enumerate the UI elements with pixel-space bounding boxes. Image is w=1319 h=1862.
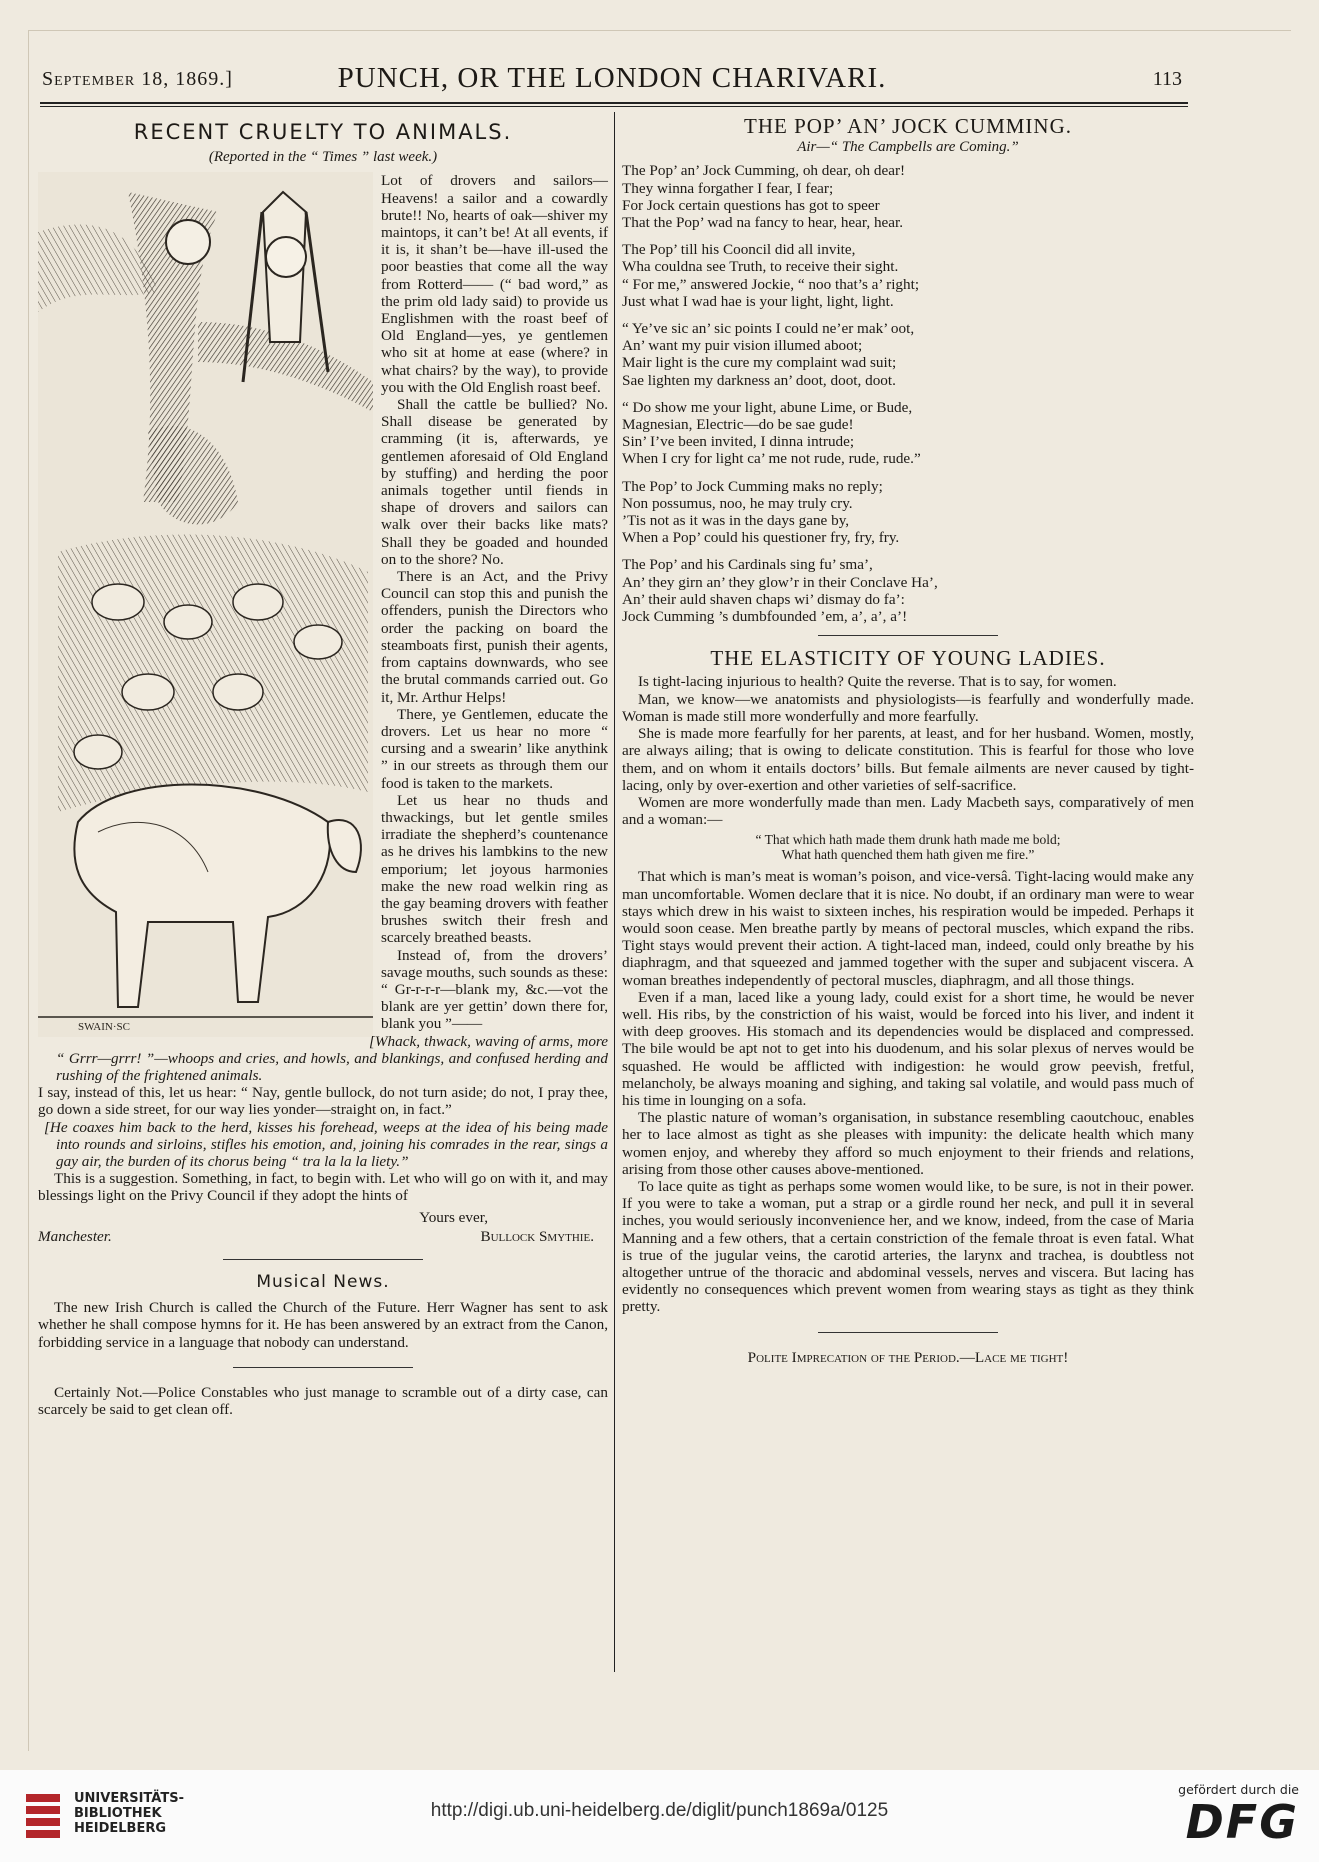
header-rule-thin xyxy=(40,106,1188,107)
poem-line: The Pop’ to Jock Cumming maks no reply; xyxy=(622,477,883,495)
section-separator-2 xyxy=(233,1367,413,1368)
article-title-musical: Musical News. xyxy=(256,1272,390,1292)
paragraph-3: There is an Act, and the Privy Council can stop this and punish the offenders, punish the Directors who order the packing on board the steamboats first, punish their agents, from captains downwards, who see the brutal commands carried out. Go it, Mr. Arthur Helps! xyxy=(381,568,608,706)
poem-stanza xyxy=(622,241,1194,310)
article-title-cruelty: RECENT CRUELTY TO ANIMALS. xyxy=(133,120,513,144)
stage-direction-2: [He coaxes him back to the herd, kisses his forehead, weeps at the idea of his being made into rounds and sirloins, stifles his emotion, and, joining his comrades in the rear, sings a gay air, the burden of its chorus being “ tra la la la liety.” xyxy=(44,1118,608,1170)
section-separator xyxy=(223,1259,423,1260)
running-header xyxy=(42,62,1182,98)
funded-by-label: gefördert durch die xyxy=(1178,1782,1299,1797)
poem-line: The Pop’ till his Cooncil did all invite, xyxy=(622,241,856,259)
header-title: PUNCH, OR THE LONDON CHARIVARI. xyxy=(337,62,887,94)
poem-line: Magnesian, Electric—do be sae gude! xyxy=(622,416,854,434)
header-date: September 18, 1869.] xyxy=(42,68,233,90)
poem-body xyxy=(622,162,1194,625)
engraving-image xyxy=(38,172,373,1037)
poem-line: “ For me,” answered Jockie, “ noo that’s a’ right; xyxy=(622,275,920,293)
poem-stanza xyxy=(622,320,1194,389)
paragraph-4: There, ye Gentlemen, educate the drovers. Let us hear no more “ cursing and a swearin’ like anythink ” in our streets as through them our food is taken to the markets. xyxy=(381,705,608,792)
place-name: Manchester. xyxy=(38,1227,112,1245)
poem-line: “ Ye’ve sic an’ sic points I could ne’er mak’ oot, xyxy=(622,320,915,338)
paragraph-1: Lot of drovers and sailors—Heavens! a sailor and a cowardly brute!! No, hearts of oak—shiver my maintops, it can’t be! At all events, if it is, it shan’t be—have ill-used the poor beasties that come all the way from Rotterd—— (“ bad word,” as the prim old lady said) to provide us Englishmen with the roast beef of Old England—yes, ye gentlemen who sit at home at ease (where? in what chairs? by the way), to provide you with the Old English roast beef. xyxy=(381,172,608,396)
paragraph-2: Shall the cattle be bullied? No. Shall disease be generated by cramming (it is, afterwards, ye gentlemen aforesaid of Old England by stuffing) and herding the poor animals together until fiends in shape of drovers and sailors can walk over their backs like mats? Shall they be goaded and hounded on to the shore? No. xyxy=(381,396,608,568)
paragraph-6: Instead of, from the drovers’ savage mouths, such sounds as these: “ Gr-r-r-r—blank my, &c.—vot the blank are yer gettin’ down there for, blank you ”—— xyxy=(381,946,608,1033)
author-signature: Bullock Smythie. xyxy=(480,1227,594,1245)
illustration-cattle-drovers xyxy=(38,172,373,1037)
stage-direction-1: [Whack, thwack, waving of arms, more “ Grrr—grrr! ”—whoops and cries, and howls, and blankings, and confused herding and rushing of the frightened animals. xyxy=(56,1032,608,1084)
polite-imprecation: Polite Imprecation of the Period.—Lace me tight! xyxy=(747,1348,1069,1366)
poem-title: THE POP’ AN’ JOCK CUMMING. xyxy=(744,114,1072,138)
poem-line: Wha couldna see Truth, to receive their sight. xyxy=(622,258,899,276)
article-subtitle: (Reported in the “ Times ” last week.) xyxy=(208,149,438,166)
column-divider xyxy=(614,112,615,1672)
poem-line: Non possumus, noo, he may truly cry. xyxy=(622,494,853,512)
section-separator-4 xyxy=(818,1332,998,1333)
library-name-line: HEIDELBERG xyxy=(74,1821,167,1836)
poem-stanza xyxy=(622,399,1194,468)
dfg-wordmark: DFG xyxy=(1185,1795,1299,1849)
paragraph-5: Let us hear no thuds and thwackings, but let gentle smiles irradiate the shepherd’s countenance as he drives his lambkins to the new emporium; let joyous harmonies make the new road welkin ring as the gay beaming drovers with feather brushes switch their fresh and scarcely breathed beasts. xyxy=(381,791,608,947)
page-number: 113 xyxy=(1152,68,1182,90)
poem-line: When a Pop’ could his questioner fry, fry, fry. xyxy=(622,529,900,547)
elasticity-paragraph-6: Even if a man, laced like a young lady, could exist for a short time, he would be never well. His ribs, by the constriction of his waist, would be forced into his liver, and indent it with deep grooves. His stomach and its dependencies would be displaced and compressed. The bile would be apt not to get into his duodenum, and his solar plexus of nerves would be squashed. He would be afflicted with indigestion: he would grow peevish, fretful, melancholy, be always moaning and sighing, and taking sal volatile, and would pass much of his time in lounging on a sofa. xyxy=(622,988,1194,1109)
elasticity-paragraph-2: Man, we know—we anatomists and physiologists—is fearfully and wonderfully made. Woman is made still more wonderfully and more fearfully. xyxy=(622,690,1194,725)
permalink-url[interactable]: http://digi.ub.uni-heidelberg.de/diglit/punch1869a/0125 xyxy=(430,1800,889,1821)
elasticity-paragraph-1: Is tight-lacing injurious to health? Quite the reverse. That is to say, for women. xyxy=(638,673,1117,691)
poem-line: Sin’ I’ve been invited, I dinna intrude; xyxy=(622,433,855,451)
poem-line: Just what I wad hae is your light, light, light. xyxy=(622,292,894,310)
library-name-line: UNIVERSITÄTS- xyxy=(74,1791,184,1806)
valediction: Yours ever, xyxy=(419,1208,488,1226)
poem-air: Air—“ The Campbells are Coming.” xyxy=(797,139,1019,156)
poem-line: ’Tis not as it was in the days gane by, xyxy=(622,512,850,530)
poem-line: An’ want my puir vision illumed aboot; xyxy=(622,337,863,355)
poem-line: Jock Cumming ’s dumbfounded ’em, a’, a’, a’! xyxy=(622,608,908,626)
elasticity-paragraph-4: Women are more wonderfully made than men. Lady Macbeth says, comparatively of men and a woman:— xyxy=(622,793,1194,829)
quote-line: What hath quenched them hath given me fire.” xyxy=(781,847,1035,863)
poem-line: When I cry for light ca’ me not rude, rude, rude.” xyxy=(622,450,921,468)
section-separator-3 xyxy=(818,635,998,636)
paragraph-8: This is a suggestion. Something, in fact, to begin with. Let who will go on with it, and may blessings light on the Privy Council if they adopt the hints of xyxy=(38,1170,608,1205)
poem-line: The Pop’ and his Cardinals sing fu’ sma’, xyxy=(622,556,873,574)
musical-news-text: The new Irish Church is called the Church of the Future. Herr Wagner has sent to ask whether he shall compose hymns for it. He has been answered by an extract from the Canon, forbidding service in a language that nobody can understand. xyxy=(38,1299,608,1351)
poem-line: An’ they girn an’ they glow’r in their Conclave Ha’, xyxy=(622,573,938,591)
poem-line: Mair light is the cure my complaint wad suit; xyxy=(622,354,897,372)
header-rule xyxy=(40,102,1188,104)
article-title-elasticity: THE ELASTICITY OF YOUNG LADIES. xyxy=(710,646,1106,671)
right-column xyxy=(622,114,1194,1366)
certainly-not-text: Certainly Not.—Police Constables who just manage to scramble out of a dirty case, can scarcely be said to get clean off. xyxy=(38,1383,608,1419)
poem-line: “ Do show me your light, abune Lime, or Bude, xyxy=(622,398,913,416)
dfg-logo xyxy=(1178,1782,1299,1847)
macbeth-quote xyxy=(622,832,1194,862)
poem-line: They winna forgather I fear, I fear; xyxy=(622,179,834,197)
elasticity-paragraph-7: The plastic nature of woman’s organisation, in substance resembling caoutchouc, enables her to lace almost as tight as she pleases with impunity: the delicate health which many women enjoy, and whereby they afford so much enjoyment to their friends and relations, arising from those other causes above-mentioned. xyxy=(622,1109,1194,1178)
poem-line: For Jock certain questions has got to speer xyxy=(622,196,880,214)
signature-line xyxy=(38,1228,608,1245)
paragraph-7: I say, instead of this, let us hear: “ Nay, gentle bullock, do not turn aside; do not, I pray thee, go down a side street, for our way lies yonder—straight on, in fact.” xyxy=(38,1084,608,1119)
poem-line: An’ their auld shaven chaps wi’ dismay do fa’: xyxy=(622,590,905,608)
elasticity-paragraph-3: She is made more fearfully for her parents, at least, and for her husband. Women, mostly, are always ailing; that is owing to delicate constitution. This is fearful for those who love them, and on whom it entails doctors’ bills. But female ailments are never caused by tight-lacing, only by over-exertion and other varieties of self-sacrifice. xyxy=(622,725,1194,794)
poem-line: Sae lighten my darkness an’ doot, doot, doot. xyxy=(622,371,896,389)
quote-line: “ That which hath made them drunk hath made me bold; xyxy=(755,832,1061,848)
poem-line: The Pop’ an’ Jock Cumming, oh dear, oh dear! xyxy=(622,162,906,180)
poem-stanza xyxy=(622,556,1194,625)
elasticity-paragraph-5: That which is man’s meat is woman’s poison, and vice-versâ. Tight-lacing would make any man uncomfortable. Women declare that it is nice. No doubt, if an ordinary man were to wear stays which drew in his waist to sixteen inches, his respiration would be impeded. Perhaps it would soon cease. Men breathe partly by means of pectoral muscles, which expand the ribs. Tight stays would prevent their action. A tight-laced man, indeed, could only breathe by his diaphragm, and that squeezed and jammed together with the super and subjacent viscera. A woman breathes independently of pectoral muscles, diaphragm, and all those things. xyxy=(622,868,1194,989)
elasticity-paragraph-8: To lace quite as tight as perhaps some women would like, to be sure, is not in their power. If you were to take a woman, put a strap or a girdle round her neck, and pull it in several inches, you would seriously inconvenience her, and we know, indeed, from the case of Maria Manning and a few others, that a certain constriction of the female throat is even fatal. What is true of the jugular veins, the carotid arteries, the larynx and trachea, is doubtless not altogether untrue of the thoracic and abdominal vessels, nerves and viscera. But lacing has evidently no consequences which prevent women from wearing stays as tight as they think pretty. xyxy=(622,1177,1194,1316)
poem-stanza xyxy=(622,162,1194,231)
engraver-signature: SWAIN·SC xyxy=(78,1021,130,1034)
left-column xyxy=(38,120,608,1419)
library-name-line: BIBLIOTHEK xyxy=(74,1806,162,1821)
digitization-footer xyxy=(0,1770,1319,1862)
poem-stanza xyxy=(622,478,1194,547)
poem-line: That the Pop’ wad na fancy to hear, hear, hear. xyxy=(622,214,904,232)
